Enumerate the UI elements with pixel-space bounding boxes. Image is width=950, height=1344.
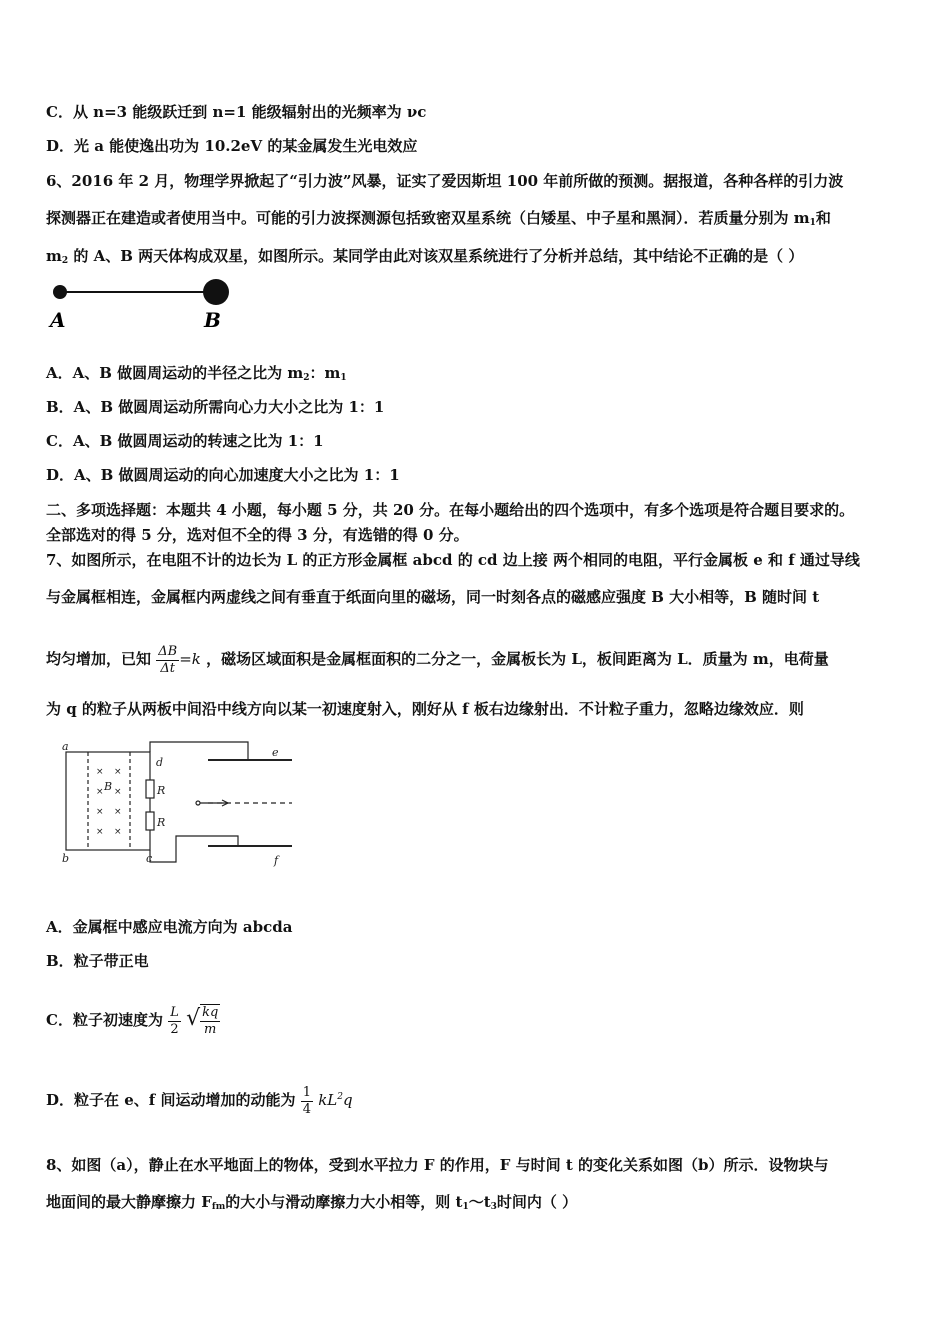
- q6-stem-line3-text: 的 A、B 两天体构成双星，如图所示。某同学由此对该双星系统进行了分析并总结，其中结论不正确的是（ ）: [73, 247, 804, 265]
- binary-star-figure: [46, 272, 246, 332]
- star-a-label: A: [50, 308, 66, 332]
- section2-line1: 二、多项选择题：本题共 4 小题，每小题 5 分，共 20 分。在每小题给出的四个选项中，有多个选项是符合题目要求的。: [46, 501, 855, 519]
- svg-text:×: ×: [114, 787, 122, 797]
- svg-text:×: ×: [114, 827, 122, 837]
- svg-text:×: ×: [96, 827, 104, 837]
- label-c: c: [146, 852, 153, 865]
- q7-stem-line3: 均匀增加，已知 $\frac{\Delta B}{\Delta t}$ =k ，磁场区域面积是金属框面积的二分之一，金属板长为 L，板间距离为 L．质量为 m，电荷量: [46, 643, 829, 676]
- label-b: b: [62, 852, 70, 865]
- q7-stem-line4: 为 q 的粒子从两板中间沿中线方向以某一初速度射入，刚好从 f 板右边缘射出．不计粒子重力，忽略边缘效应．则: [46, 700, 804, 718]
- svg-text:×: ×: [114, 767, 122, 777]
- star-b: [203, 279, 229, 305]
- q6-option-c: C．A、B 做圆周运动的转速之比为 1：1: [46, 432, 324, 450]
- q8-stem-line2: 地面间的最大静摩擦力 $F_{fm}$的大小与滑动摩擦力大小相等，则 $t_1\sim t_3$时间内（ ）: [46, 1193, 578, 1212]
- q6-stem-line3: $m_2$ 的 A、B 两天体构成双星，如图所示。某同学由此对该双星系统进行了分析并总结，其中结论不正确的是（ ）: [46, 247, 804, 266]
- q6-option-a: A．A、B 做圆周运动的半径之比为 $m_2$：$m_1$: [46, 364, 347, 383]
- label-d: d: [156, 756, 164, 769]
- q6-stem-line2-and: 和: [815, 209, 831, 227]
- label-r1: R: [157, 784, 166, 797]
- label-f: f: [274, 854, 279, 867]
- q6-option-b: B．A、B 做圆周运动所需向心力大小之比为 1：1: [46, 398, 385, 416]
- label-r2: R: [157, 816, 166, 829]
- label-b-field: B: [104, 780, 113, 793]
- q7-stem-line2: 与金属框相连，金属框内两虚线之间有垂直于纸面向里的磁场，同一时刻各点的磁感应强度 B 大小相等，B 随时间 t: [46, 588, 820, 606]
- q7-circuit-figure: [58, 740, 298, 870]
- q7-option-c: C．粒子初速度为 $\frac{L}{2}$ √ $\frac{kq}{m}$: [46, 1004, 219, 1037]
- section2-line2: 全部选对的得 5 分，选对但不全的得 3 分，有选错的得 0 分。: [46, 526, 469, 544]
- q6-option-d: D．A、B 做圆周运动的向心加速度大小之比为 1：1: [46, 466, 400, 484]
- q6-stem-line2-text: 探测器正在建造或者使用当中。可能的引力波探测源包括致密双星系统（白矮星、中子星和黑洞）．若质量分别为 m: [46, 209, 810, 227]
- svg-text:×: ×: [96, 787, 104, 797]
- svg-text:×: ×: [96, 767, 104, 777]
- star-a: [53, 285, 67, 299]
- q5-option-c: C．从 n=3 能级跃迁到 n=1 能级辐射出的光频率为 νc: [46, 103, 427, 121]
- q6-stem-line2: 探测器正在建造或者使用当中。可能的引力波探测源包括致密双星系统（白矮星、中子星和黑洞）．若质量分别为 $m_1$和: [46, 209, 831, 228]
- svg-text:×: ×: [96, 807, 104, 817]
- q7-option-b: B．粒子带正电: [46, 952, 149, 970]
- label-a: a: [62, 740, 69, 753]
- q7-stem-line1: 7、如图所示，在电阻不计的边长为 L 的正方形金属框 abcd 的 cd 边上接 两个相同的电阻，平行金属板 e 和 f 通过导线: [46, 551, 860, 569]
- svg-text:×: ×: [114, 807, 122, 817]
- delta-b-over-delta-t: $\frac{\Delta B}{\Delta t}$: [158, 643, 178, 676]
- star-b-label: B: [204, 308, 221, 332]
- q6-stem-line1: 6、2016 年 2 月，物理学界掀起了“引力波”风暴，证实了爱因斯坦 100 年前所做的预测。据报道，各种各样的引力波: [46, 172, 844, 190]
- q5-option-d: D．光 a 能使逸出功为 10.2eV 的某金属发生光电效应: [46, 137, 418, 155]
- label-e: e: [272, 746, 279, 759]
- q7-option-a: A．金属框中感应电流方向为 abcda: [46, 918, 293, 936]
- q7-option-d: D．粒子在 e、f 间运动增加的动能为 $\frac{1}{4}$ $kL^2q$: [46, 1084, 353, 1117]
- q8-stem-line1: 8、如图（a），静止在水平地面上的物体，受到水平拉力 F 的作用，F 与时间 t 的变化关系如图（b）所示．设物块与: [46, 1156, 829, 1174]
